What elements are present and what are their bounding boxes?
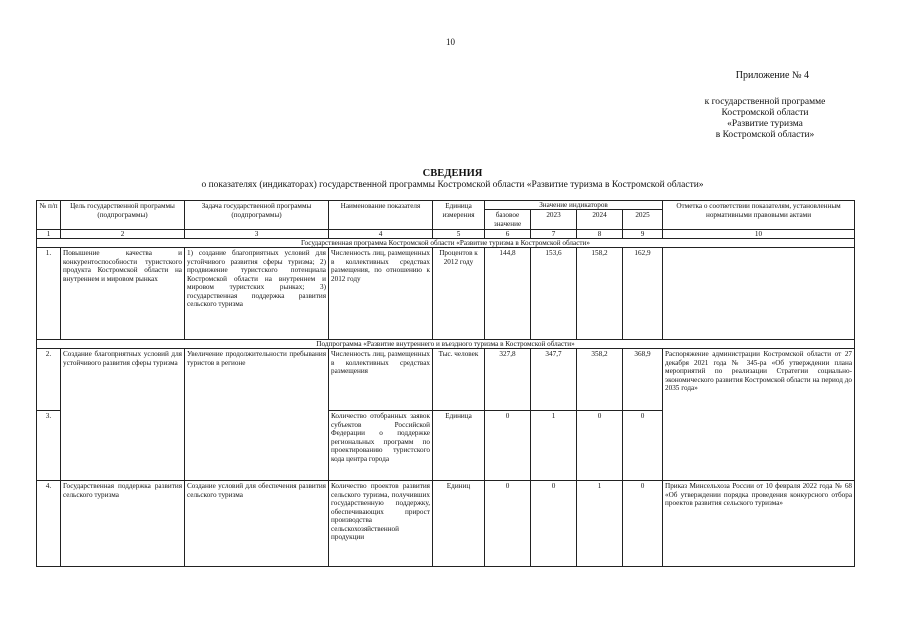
row-base-value: 144,8 bbox=[485, 248, 531, 340]
row-2023-value: 0 bbox=[531, 481, 577, 567]
appendix-line: «Развитие туризма bbox=[727, 119, 803, 129]
row-2024-value: 358,2 bbox=[577, 349, 623, 411]
indicators-table bbox=[36, 200, 855, 567]
header-note: Отметка о соответствии показателям, установленным нормативными правовыми актами bbox=[663, 201, 855, 230]
header-num: № п/п bbox=[37, 201, 61, 230]
row-indicator: Количество отобранных заявок субъектов Российской Федерации о поддержке региональных программ по проектированию туристского кода центра города bbox=[329, 411, 433, 481]
header-row bbox=[37, 201, 855, 210]
appendix-reference bbox=[690, 97, 840, 141]
row-indicator: Количество проектов развития сельского туризма, получивших государственную поддержку, обеспечивающих прирост производства сельскохозяйственной продукции bbox=[329, 481, 433, 567]
appendix-line: Костромской области bbox=[721, 108, 809, 118]
row-2024-value: 0 bbox=[577, 411, 623, 481]
column-number-row bbox=[37, 230, 855, 239]
section-program-title: Государственная программа Костромской области «Развитие туризма в Костромской области» bbox=[37, 239, 855, 248]
section-subprogram-title: Подпрограмма «Развитие внутреннего и въездного туризма в Костромской области» bbox=[37, 340, 855, 349]
section-row-program bbox=[37, 239, 855, 248]
row-2024-value: 158,2 bbox=[577, 248, 623, 340]
appendix-line: к государственной программе bbox=[704, 97, 826, 107]
header-unit: Единица измерения bbox=[433, 201, 485, 230]
header-goal: Цель государственной программы (подпрограммы) bbox=[61, 201, 185, 230]
row-unit: Тыс. человек bbox=[433, 349, 485, 411]
column-number: 4 bbox=[329, 230, 433, 239]
row-task: Создание условий для обеспечения развития сельского туризма bbox=[185, 481, 329, 567]
row-goal: Государственная поддержка развития сельского туризма bbox=[61, 481, 185, 567]
header-task: Задача государственной программы (подпрограммы) bbox=[185, 201, 329, 230]
row-2025-value: 0 bbox=[623, 411, 663, 481]
row-2023-value: 1 bbox=[531, 411, 577, 481]
column-number: 8 bbox=[577, 230, 623, 239]
row-indicator: Численность лиц, размещенных в коллективных средствах размещения bbox=[329, 349, 433, 411]
row-num: 3. bbox=[37, 411, 61, 481]
row-goal: Повышение качества и конкурентоспособности туристского продукта Костромской области на внутреннем и мировом рынках bbox=[61, 248, 185, 340]
row-base-value: 0 bbox=[485, 481, 531, 567]
row-note: Приказ Минсельхоза России от 10 февраля 2022 года № 68 «Об утверждении порядка проведения конкурсного отбора проектов развития сельского туризма» bbox=[663, 481, 855, 567]
row-num: 2. bbox=[37, 349, 61, 411]
column-number: 10 bbox=[663, 230, 855, 239]
row-2023-value: 153,6 bbox=[531, 248, 577, 340]
row-note bbox=[663, 248, 855, 340]
row-unit: Процентов к 2012 году bbox=[433, 248, 485, 340]
row-unit: Единица bbox=[433, 411, 485, 481]
column-number: 7 bbox=[531, 230, 577, 239]
header-2023: 2023 bbox=[531, 210, 577, 230]
header-2024: 2024 bbox=[577, 210, 623, 230]
header-2025: 2025 bbox=[623, 210, 663, 230]
section-row-subprogram bbox=[37, 340, 855, 349]
row-task: Увеличение продолжительности пребывания туристов в регионе bbox=[185, 349, 329, 481]
column-number: 5 bbox=[433, 230, 485, 239]
table-row bbox=[37, 349, 855, 411]
row-2025-value: 0 bbox=[623, 481, 663, 567]
column-number: 2 bbox=[61, 230, 185, 239]
row-unit: Единиц bbox=[433, 481, 485, 567]
header-values-group: Значение индикаторов bbox=[485, 201, 663, 210]
document-subtitle: о показателях (индикаторах) государственной программы Костромской области «Развитие туризма в Костромской области» bbox=[201, 180, 704, 190]
row-num: 1. bbox=[37, 248, 61, 340]
column-number: 3 bbox=[185, 230, 329, 239]
row-base-value: 0 bbox=[485, 411, 531, 481]
page-number: 10 bbox=[446, 37, 455, 47]
table-row bbox=[37, 481, 855, 567]
row-2025-value: 368,9 bbox=[623, 349, 663, 411]
column-number: 1 bbox=[37, 230, 61, 239]
column-number: 9 bbox=[623, 230, 663, 239]
row-2025-value: 162,9 bbox=[623, 248, 663, 340]
appendix-line: в Костромской области» bbox=[715, 130, 815, 140]
table-row bbox=[37, 248, 855, 340]
header-indicator: Наименование показателя bbox=[329, 201, 433, 230]
row-goal: Создание благоприятных условий для устойчивого развития сферы туризма bbox=[61, 349, 185, 481]
row-2024-value: 1 bbox=[577, 481, 623, 567]
row-2023-value: 347,7 bbox=[531, 349, 577, 411]
row-base-value: 327,8 bbox=[485, 349, 531, 411]
document-title: СВЕДЕНИЯ bbox=[422, 168, 483, 179]
row-num: 4. bbox=[37, 481, 61, 567]
column-number: 6 bbox=[485, 230, 531, 239]
row-task: 1) создание благоприятных условий для устойчивого развития сферы туризма; 2) продвижение туристского потенциала Костромской области на внутреннем и мировом туристских рынках; 3) государственная поддержка развития сельского туризма bbox=[185, 248, 329, 340]
header-base: базовое значение bbox=[485, 210, 531, 230]
row-indicator: Численность лиц, размещенных в коллективных средствах размещения, по отношению к 2012 году bbox=[329, 248, 433, 340]
row-note: Распоряжение администрации Костромской области от 27 декабря 2021 года № 345-ра «Об утверждении плана мероприятий по реализации Стратегии социально-экономического развития Костромской области на период до 2035 года» bbox=[663, 349, 855, 481]
appendix-title: Приложение № 4 bbox=[735, 70, 809, 81]
